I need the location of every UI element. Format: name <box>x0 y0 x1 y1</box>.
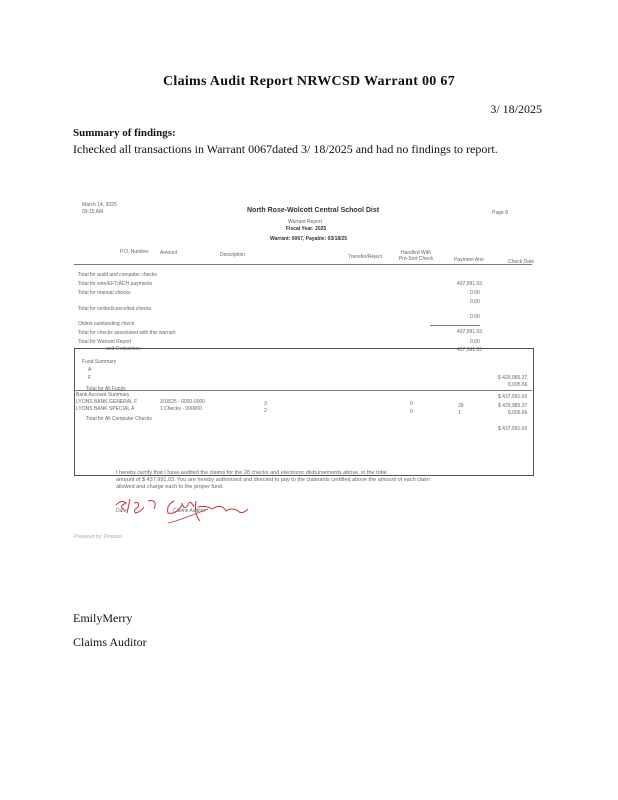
bank-count: 2 <box>264 408 267 414</box>
warrant-line: Warrant: 0067, Payable: 03/18/25 <box>270 236 348 242</box>
total-funds-value: $ 437,991.03 <box>498 394 528 400</box>
row-value: 437,991.03 <box>457 329 483 335</box>
row-label: and Deductions <box>106 346 141 352</box>
bank-count: 3 <box>264 401 267 407</box>
report-title: Claims Audit Report NRWCSD Warrant 00 67 <box>162 74 456 89</box>
finding-text: Ichecked all transactions in Warrant 0067dated 3/ 18/2025 and had no findings to report. <box>73 142 498 156</box>
row-label: Total for Warrant Report <box>78 339 132 345</box>
bank-name: LYONS BANK SPECIAL A <box>76 406 135 412</box>
total-funds-label: Total for All Funds <box>86 386 126 392</box>
fund-code: F <box>88 375 92 381</box>
district-name: North Rose-Wolcott Central School Dist <box>247 207 380 214</box>
bank-checks: 3/18/25 - 0000-0000 <box>160 399 206 405</box>
bank-ach: 0 <box>410 409 413 415</box>
row-label: Total for audit and computer checks <box>78 272 157 278</box>
col-handled: Handled With Pre-Sort Check <box>398 250 434 262</box>
fund-amount: 8,005.66 <box>508 382 528 388</box>
bank-summary-heading: Bank Account Summary <box>76 392 130 398</box>
fund-amount: $ 429,985.37 <box>498 375 528 381</box>
certification-line: I hereby certify that I have audited the claims for the 28 checks and electronic disbursements above, in the total <box>116 470 387 476</box>
fund-code: A <box>88 367 92 373</box>
row-value: 0.00 <box>470 339 480 345</box>
bank-trans: 28 <box>458 403 464 409</box>
auditor-name: EmilyMerry <box>73 611 133 625</box>
col-description: Description <box>220 252 246 258</box>
row-value: 0.00 <box>470 299 480 305</box>
fiscal-year: Fiscal Year: 2025 <box>286 226 327 232</box>
sign-role-label: Claims Auditor <box>173 508 206 514</box>
footer-note: Prepared by: Finance <box>74 534 122 540</box>
fund-summary-heading: Fund Summary <box>82 359 117 365</box>
row-value: 437,991.03 <box>457 281 483 287</box>
row-label: Total for checks associated with this warrant <box>78 330 176 336</box>
certification-line: amount of $ 437,991.03. You are hereby authorized and directed to pay to the claimants certified above the amount of each claim <box>116 477 431 483</box>
header-rule <box>74 264 532 265</box>
row-value: 437,991.03 <box>457 347 483 353</box>
bank-checks: 1 Checks - 000000 <box>160 406 202 412</box>
report-subtitle: Warrant Report <box>288 219 322 225</box>
sign-date-label: Date <box>116 508 127 514</box>
fund-rule <box>74 390 532 391</box>
embedded-warrant-report <box>74 186 544 540</box>
row-label: Total for manual checks <box>78 290 131 296</box>
report-date: 3/ 18/2025 <box>490 102 542 116</box>
fund-bank-summary-frame <box>74 348 534 476</box>
report-run-date: March 14, 2025 <box>82 202 117 208</box>
row-value: 0.00 <box>470 314 480 320</box>
bank-trans: 1 <box>458 410 461 416</box>
bank-amount: $ 429,985.37 <box>498 403 528 409</box>
bank-ach: 0 <box>410 401 413 407</box>
col-po-number: P.O. Number <box>120 249 149 255</box>
report-run-time: 09:15 AM <box>82 209 104 215</box>
row-label: Total for voided/cancelled checks <box>78 306 152 312</box>
bank-amount: 8,005.66 <box>508 410 528 416</box>
col-payment: Payment Amt <box>454 257 484 263</box>
bank-name: LYONS BANK GENERAL F <box>76 399 138 405</box>
bank-total-label: Total for All Computer Checks <box>86 416 152 422</box>
summary-heading: Summary of findings: <box>73 127 176 139</box>
certification-line: allowed and charge each to the proper fund. <box>116 484 224 490</box>
auditor-title: Claims Auditor <box>73 635 147 649</box>
row-label: Total for wire/EFT/ACH payments <box>78 281 153 287</box>
col-transfer: Transfer/Reject <box>348 254 382 260</box>
row-value: 0.00 <box>470 290 480 296</box>
col-amount: Amount <box>160 250 178 256</box>
page-number: Page 8 <box>492 210 508 216</box>
bank-total-value: $ 437,991.03 <box>498 426 528 432</box>
row-label: Oldest outstanding check <box>78 321 135 327</box>
col-check-date: Check Date <box>508 259 535 265</box>
subtotal-rule <box>430 325 480 326</box>
